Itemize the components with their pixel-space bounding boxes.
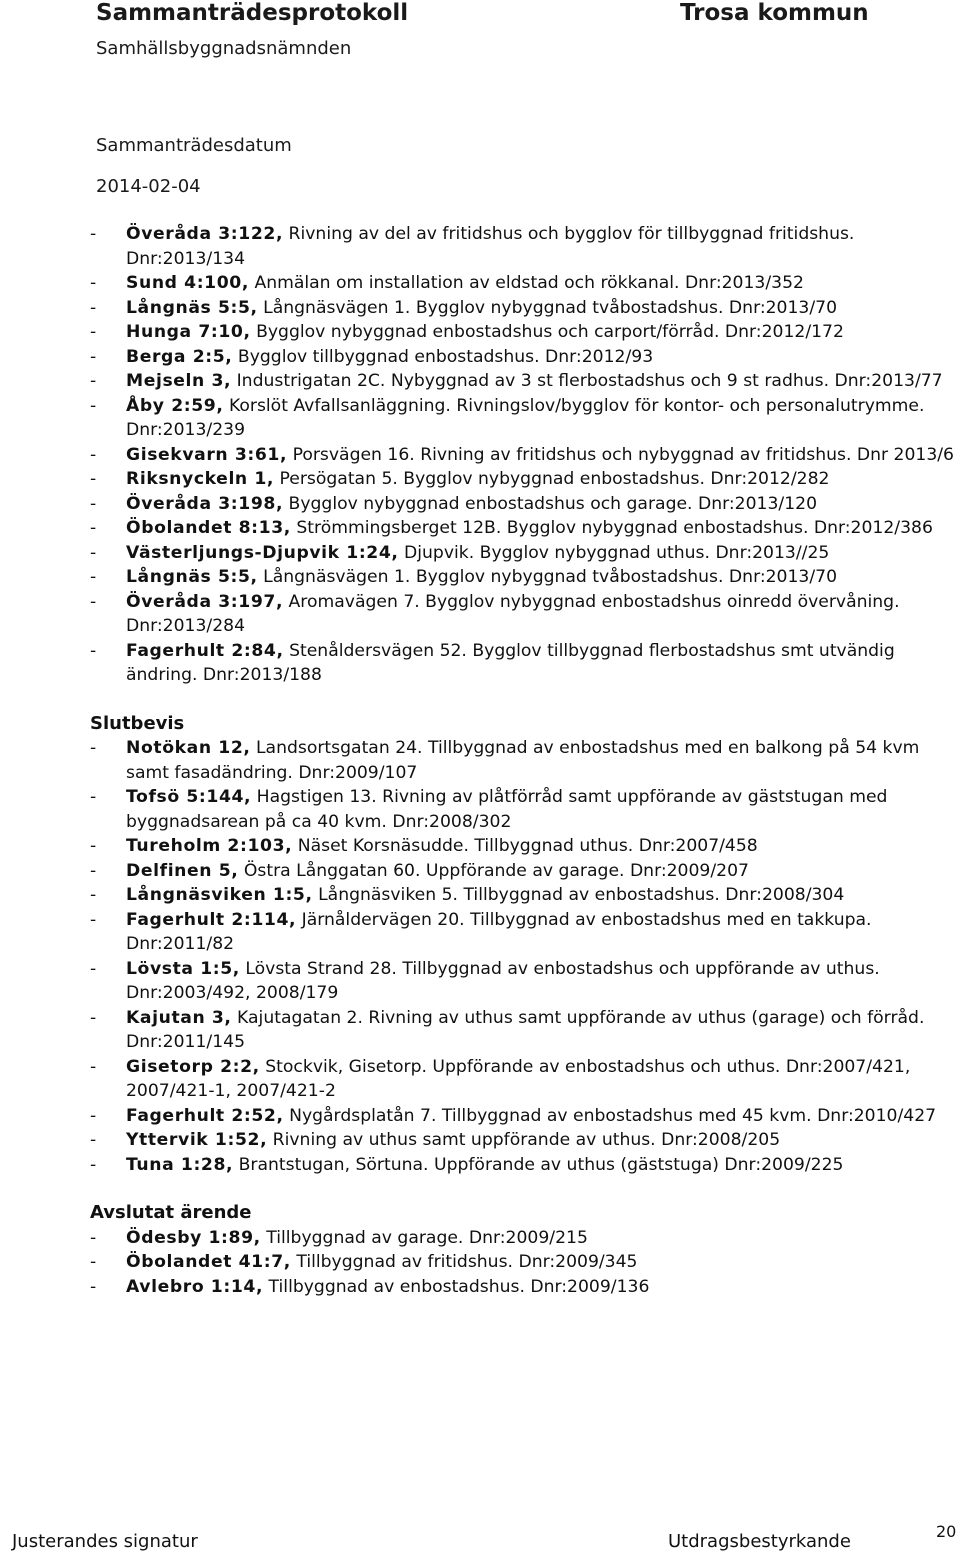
- list-bullet: -: [90, 591, 97, 612]
- list-item: [90, 1250, 956, 1275]
- list-item: [90, 345, 956, 370]
- list-bullet: -: [90, 787, 97, 807]
- list-item: [90, 1153, 956, 1178]
- property-name: Tuna 1:28,: [126, 1154, 234, 1175]
- list-item: [90, 271, 956, 296]
- list-item: [90, 516, 956, 541]
- property-name: Överåda 3:122,: [126, 224, 284, 244]
- list-item: [90, 908, 956, 957]
- section-heading-avslutat: Avslutat ärende: [90, 1202, 252, 1223]
- entry-text: Järnåldervägen 20. Tillbyggnad av enbostadshus med en takkupa. Dnr:2011/82: [126, 909, 872, 954]
- entry-text: Kajutagatan 2. Rivning av uthus samt uppförande av uthus (garage) och förråd. Dnr:2011/145: [126, 1007, 925, 1052]
- property-name: Långnäs 5:5,: [126, 567, 258, 587]
- list-item: [90, 590, 956, 639]
- list-bullet: -: [90, 909, 97, 930]
- list-bullet: -: [90, 1276, 97, 1297]
- property-name: Långnäs 5:5,: [126, 297, 258, 318]
- document-body: [90, 222, 956, 1299]
- property-name: Lövsta 1:5,: [126, 958, 240, 979]
- entry-text: Industrigatan 2C. Nybyggnad av 3 st flerbostadshus och 9 st radhus. Dnr:2013/77: [231, 371, 943, 391]
- entry-text: Brantstugan, Sörtuna. Uppförande av uthus (gäststuga) Dnr:2009/225: [233, 1154, 844, 1175]
- list-item: [90, 1006, 956, 1055]
- entry-text: Persögatan 5. Bygglov nybyggnad enbostadshus. Dnr:2012/282: [274, 469, 830, 489]
- meeting-date: 2014-02-04: [96, 176, 201, 197]
- property-name: Hunga 7:10,: [126, 322, 251, 342]
- entry-text: Stenåldersvägen 52. Bygglov tillbyggnad flerbostadshus smt utvändig ändring. Dnr:2013/188: [126, 640, 895, 685]
- entry-text: Rivning av del av fritidshus och bygglov för tillbyggnad fritidshus. Dnr:2013/134: [126, 224, 855, 269]
- list-bullet: -: [90, 224, 97, 244]
- list-item: [90, 394, 956, 443]
- property-name: Yttervik 1:52,: [126, 1130, 268, 1150]
- property-name: Kajutan 3,: [126, 1007, 232, 1028]
- property-name: Västerljungs-Djupvik 1:24,: [126, 542, 399, 563]
- property-name: Sund 4:100,: [126, 273, 249, 293]
- list-bullet: -: [90, 885, 97, 905]
- list-item: [90, 883, 956, 908]
- list-item: [90, 736, 956, 785]
- property-name: Mejseln 3,: [126, 371, 232, 391]
- list-item: [90, 467, 956, 492]
- list-bullet: -: [90, 640, 97, 661]
- slutbevis-list: [90, 736, 956, 1177]
- entry-text: Djupvik. Bygglov nybyggnad uthus. Dnr:2013//25: [398, 542, 830, 563]
- list-item: [90, 639, 956, 688]
- list-bullet: -: [90, 1227, 97, 1248]
- committee-name: Samhällsbyggnadsnämnden: [96, 38, 352, 59]
- organization-name: Trosa kommun: [680, 0, 869, 26]
- list-bullet: -: [90, 371, 97, 391]
- entry-text: Bygglov nybyggnad enbostadshus och carport/förråd. Dnr:2012/172: [250, 322, 844, 342]
- property-name: Fagerhult 2:84,: [126, 640, 284, 661]
- list-bullet: -: [90, 469, 97, 489]
- list-item: [90, 320, 956, 345]
- property-name: Tureholm 2:103,: [126, 836, 293, 856]
- entry-text: Bygglov tillbyggnad enbostadshus. Dnr:2012/93: [232, 346, 654, 367]
- property-name: Gisetorp 2:2,: [126, 1056, 260, 1077]
- list-bullet: -: [90, 273, 97, 293]
- property-name: Ödesby 1:89,: [126, 1227, 261, 1248]
- entry-text: Anmälan om installation av eldstad och rökkanal. Dnr:2013/352: [248, 273, 804, 293]
- property-name: Långnäsviken 1:5,: [126, 885, 313, 905]
- entry-text: Stockvik, Gisetorp. Uppförande av enbostadshus och uthus. Dnr:2007/421, 2007/421-1, 2007/421-2: [126, 1056, 911, 1101]
- list-bullet: -: [90, 836, 97, 856]
- list-item: [90, 1226, 956, 1251]
- avslutat-list: [90, 1226, 956, 1300]
- list-bullet: -: [90, 567, 97, 587]
- entry-text: Korslöt Avfallsanläggning. Rivningslov/bygglov för kontor- och personalutrymme. Dnr:2013/239: [126, 395, 925, 440]
- list-item: [90, 369, 956, 394]
- list-item: [90, 785, 956, 834]
- property-name: Berga 2:5,: [126, 346, 233, 367]
- list-bullet: -: [90, 542, 97, 563]
- property-name: Gisekvarn 3:61,: [126, 444, 288, 465]
- list-item: [90, 1104, 956, 1129]
- property-name: Överåda 3:197,: [126, 591, 284, 612]
- list-item: [90, 565, 956, 590]
- list-item: [90, 1275, 956, 1300]
- list-item: [90, 957, 956, 1006]
- list-bullet: -: [90, 518, 97, 538]
- entry-text: Långnäsvägen 1. Bygglov nybyggnad tvåbostadshus. Dnr:2013/70: [257, 567, 838, 587]
- list-item: [90, 859, 956, 884]
- list-item: [90, 541, 956, 566]
- entry-text: Landsortsgatan 24. Tillbyggnad av enbostadshus med en balkong på 54 kvm samt fasadändring. Dnr:2009/107: [126, 738, 920, 783]
- entry-text: Strömmingsberget 12B. Bygglov nybyggnad enbostadshus. Dnr:2012/386: [290, 518, 933, 538]
- signature-label: Justerandes signatur: [12, 1531, 198, 1552]
- list-bullet: -: [90, 860, 97, 881]
- property-name: Åby 2:59,: [126, 395, 224, 416]
- list-bullet: -: [90, 1056, 97, 1077]
- entry-text: Långnäsviken 5. Tillbyggnad av enbostadshus. Dnr:2008/304: [312, 885, 845, 905]
- section-heading-slutbevis: Slutbevis: [90, 712, 185, 734]
- page-number: 20: [936, 1522, 957, 1541]
- list-bullet: -: [90, 444, 97, 465]
- list-bullet: -: [90, 322, 97, 342]
- entry-text: Långnäsvägen 1. Bygglov nybyggnad tvåbostadshus. Dnr:2013/70: [257, 297, 838, 318]
- list-bullet: -: [90, 1154, 97, 1175]
- property-name: Notökan 12,: [126, 738, 251, 758]
- meeting-date-label: Sammanträdesdatum: [96, 135, 292, 156]
- property-name: Riksnyckeln 1,: [126, 469, 275, 489]
- entry-text: Porsvägen 16. Rivning av fritidshus och nybyggnad av fritidshus. Dnr 2013/6: [287, 444, 954, 465]
- certification-label: Utdragsbestyrkande: [668, 1531, 851, 1552]
- entry-text: Tillbyggnad av garage. Dnr:2009/215: [260, 1227, 588, 1248]
- list-item: [90, 1055, 956, 1104]
- list-bullet: -: [90, 346, 97, 367]
- list-bullet: -: [90, 738, 97, 758]
- list-bullet: -: [90, 1105, 97, 1126]
- list-item: [90, 1128, 956, 1153]
- entry-text: Bygglov nybyggnad enbostadshus och garage. Dnr:2013/120: [283, 493, 817, 514]
- entry-text: Hagstigen 13. Rivning av plåtförråd samt uppförande av gäststugan med byggnadsarean på ca 40 kvm. Dnr:2008/302: [126, 787, 888, 832]
- entry-text: Näset Korsnäsudde. Tillbyggnad uthus. Dnr:2007/458: [292, 836, 758, 856]
- entry-text: Tillbyggnad av enbostadshus. Dnr:2009/136: [263, 1276, 650, 1297]
- list-item: [90, 834, 956, 859]
- list-item: [90, 222, 956, 271]
- property-name: Fagerhult 2:52,: [126, 1105, 284, 1126]
- property-name: Fagerhult 2:114,: [126, 909, 297, 930]
- entry-text: Tillbyggnad av fritidshus. Dnr:2009/345: [290, 1252, 638, 1272]
- property-name: Delfinen 5,: [126, 860, 239, 881]
- list-bullet: -: [90, 1252, 97, 1272]
- list-item: [90, 443, 956, 468]
- property-name: Avlebro 1:14,: [126, 1276, 264, 1297]
- document-title: Sammanträdesprotokoll: [96, 0, 409, 26]
- entry-text: Östra Långgatan 60. Uppförande av garage. Dnr:2009/207: [238, 860, 749, 881]
- property-name: Öbolandet 41:7,: [126, 1252, 291, 1272]
- entry-text: Aromavägen 7. Bygglov nybyggnad enbostadshus oinredd övervåning. Dnr:2013/284: [126, 591, 900, 636]
- list-item: [90, 296, 956, 321]
- entry-text: Lövsta Strand 28. Tillbyggnad av enbostadshus och uppförande av uthus. Dnr:2003/492, 2008/179: [126, 958, 880, 1003]
- list-bullet: -: [90, 395, 97, 416]
- list-item: [90, 492, 956, 517]
- list-bullet: -: [90, 1007, 97, 1028]
- entry-text: Rivning av uthus samt uppförande av uthus. Dnr:2008/205: [267, 1130, 781, 1150]
- property-name: Öbolandet 8:13,: [126, 518, 291, 538]
- property-name: Överåda 3:198,: [126, 493, 284, 514]
- entry-text: Nygårdsplatån 7. Tillbyggnad av enbostadshus med 45 kvm. Dnr:2010/427: [283, 1105, 937, 1126]
- bygglov-list: [90, 222, 956, 688]
- list-bullet: -: [90, 493, 97, 514]
- list-bullet: -: [90, 1130, 97, 1150]
- list-bullet: -: [90, 297, 97, 318]
- list-bullet: -: [90, 958, 97, 979]
- property-name: Tofsö 5:144,: [126, 787, 252, 807]
